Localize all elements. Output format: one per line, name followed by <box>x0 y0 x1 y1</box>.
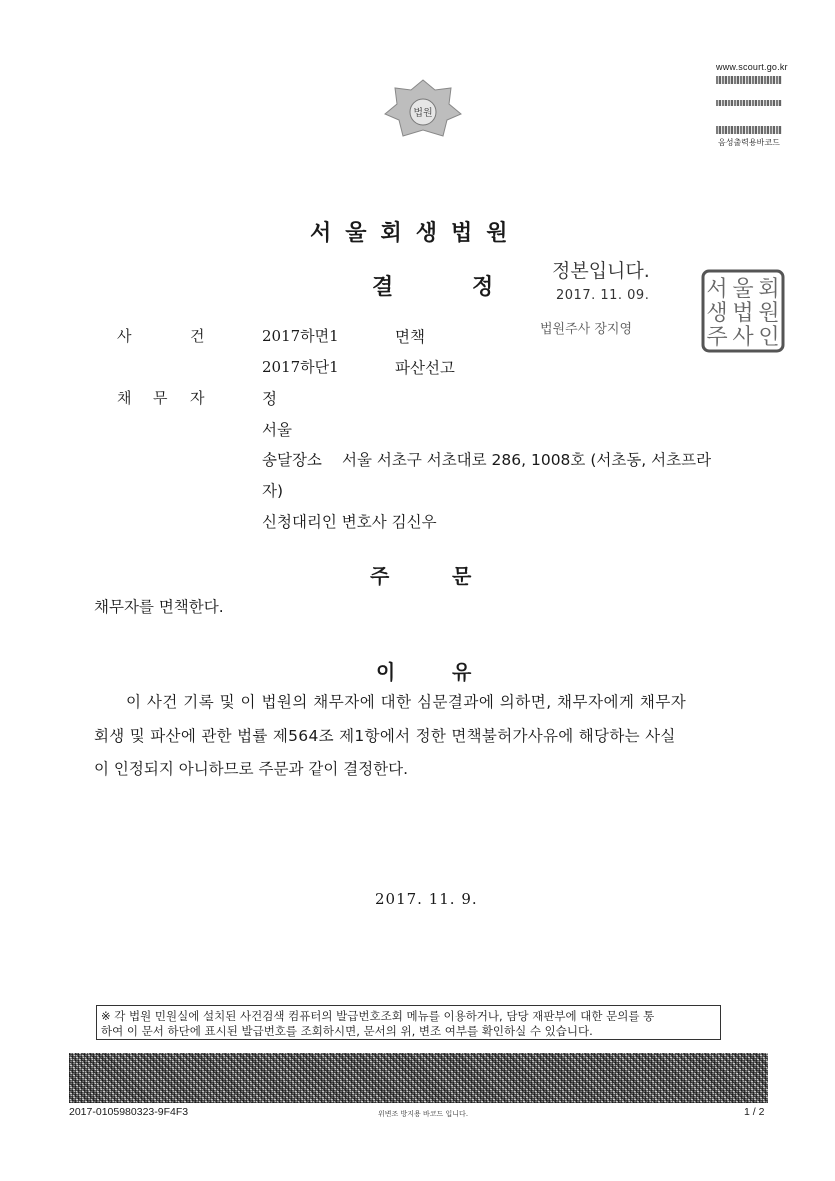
doc-title-char: 정 <box>472 275 494 300</box>
notice-line: ※ 각 법원 민원실에 설치된 사건검색 컴퓨터의 발급번호조회 메뉴를 이용하거나, 담당 재판부에 대한 문의를 통 <box>101 1009 655 1023</box>
case-label-char: 사 <box>117 327 132 345</box>
notice-line: 하여 이 문서 하단에 표시된 발급번호를 조회하시면, 문서의 위, 변조 여부를 확인하실 수 있습니다. <box>101 1024 593 1038</box>
debtor-label-char: 채 <box>117 389 132 407</box>
court-emblem-icon <box>383 78 463 142</box>
seal-char: 서 <box>706 277 728 302</box>
order-text: 채무자를 면책한다. <box>94 598 224 616</box>
service-label: 송달장소 <box>262 451 322 469</box>
seal-char: 주 <box>706 325 728 350</box>
seal-char: 법 <box>732 301 754 326</box>
case-number: 2017하단1 <box>262 358 339 376</box>
issue-number: 2017-0105980323-9F4F3 <box>69 1106 189 1118</box>
legal-agent: 신청대리인 변호사 김신우 <box>262 513 437 531</box>
order-heading-char: 문 <box>452 564 472 588</box>
seal-char: 원 <box>758 301 780 326</box>
reason-heading-char: 이 <box>376 660 396 684</box>
header-barcode-strip <box>716 100 782 106</box>
court-url: www.scourt.go.kr <box>716 62 788 72</box>
debtor-label-char: 무 <box>153 389 168 407</box>
order-heading-char: 주 <box>370 564 390 588</box>
case-number: 2017하면1 <box>262 327 339 345</box>
reason-heading-char: 유 <box>452 660 472 684</box>
debtor-label-char: 자 <box>190 389 205 407</box>
reason-line: 이 인정되지 아니하므로 주문과 같이 결정한다. <box>94 760 409 778</box>
stamp-date: 2017. 11. 09. <box>556 288 650 303</box>
debtor-name: 정 <box>262 390 277 408</box>
decision-date: 2017. 11. 9. <box>375 890 478 908</box>
barcode-caption: 위변조 방지용 바코드 입니다. <box>378 1110 469 1118</box>
barcode-label: 음성출력용바코드 <box>718 138 780 147</box>
reason-line: 이 사건 기록 및 이 법원의 채무자에 대한 심문결과에 의하면, 채무자에게 채무자 <box>126 693 687 711</box>
emblem-text: 법원 <box>413 108 433 119</box>
seal-char: 인 <box>758 325 780 350</box>
anti-forgery-barcode <box>69 1053 768 1103</box>
reason-line: 회생 및 파산에 관한 법률 제564조 제1항에서 정한 면책불허가사유에 해당하는 사실 <box>94 727 676 745</box>
seal-char: 회 <box>758 277 780 302</box>
service-address: 서울 서초구 서초대로 286, 1008호 (서초동, 서초프라 <box>342 451 712 469</box>
case-label-char: 건 <box>190 327 205 345</box>
seal-char: 생 <box>706 301 728 326</box>
header-barcode-strip <box>716 76 782 84</box>
verification-notice <box>96 1005 721 1040</box>
seal-char: 울 <box>732 277 754 302</box>
seal-char: 사 <box>732 325 754 350</box>
case-type: 파산선고 <box>395 359 455 377</box>
certified-copy-stamp: 정본입니다. <box>552 260 650 282</box>
case-type: 면책 <box>395 328 425 346</box>
header-barcode-strip <box>716 126 782 134</box>
service-address-cont: 자) <box>262 482 284 500</box>
court-name: 서울회생법원 <box>310 221 522 246</box>
debtor-address: 서울 <box>262 421 292 439</box>
doc-title-char: 결 <box>372 275 394 300</box>
official-seal-icon <box>700 268 786 354</box>
stamp-clerk: 법원주사 장지영 <box>540 322 633 337</box>
page-number: 1 / 2 <box>744 1106 765 1118</box>
